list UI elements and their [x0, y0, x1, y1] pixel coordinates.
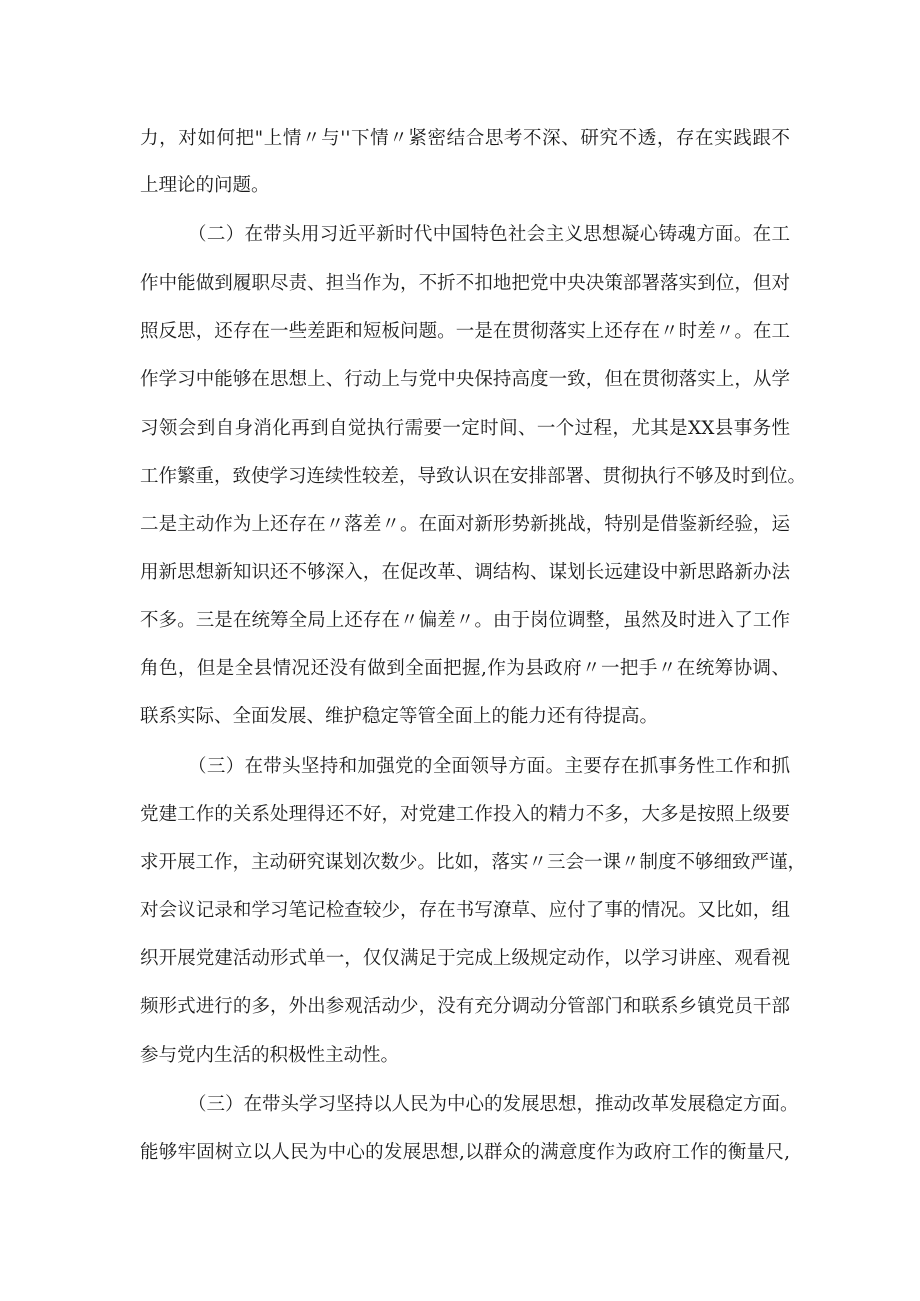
- text-line: 用新思想新知识还不够深入，在促改革、调结构、谋划长远建设中新思路新办法: [140, 562, 790, 583]
- text-line: 求开展工作，主动研究谋划次数少。比如，落实〃三会一课〃制度不够细致严谨，: [140, 852, 807, 873]
- text-line: 角色，但是全县情况还没有做到全面把握,作为县政府〃一把手〃在统筹协调、: [140, 658, 790, 679]
- text-line: 参与党内生活的积极性主动性。: [140, 1045, 400, 1066]
- text-line: 对会议记录和学习笔记检查较少，存在书写潦草、应付了事的情况。又比如，组: [140, 900, 790, 921]
- text-line: 织开展党建活动形式单一，仅仅满足于完成上级规定动作，以学习讲座、观看视: [140, 948, 790, 969]
- text-line: 上理论的问题。: [140, 175, 270, 196]
- text-line: 不多。三是在统筹全局上还存在〃偏差〃。由于岗位调整，虽然及时进入了工作: [140, 610, 790, 631]
- text-line: 照反思，还存在一些差距和短板问题。一是在贯彻落实上还存在〃时差〃。在工: [140, 321, 790, 342]
- text-line: 能够牢固树立以人民为中心的发展思想,以群众的满意度作为政府工作的衡量尺,: [140, 1142, 790, 1163]
- text-line: 二是主动作为上还存在〃落差〃。在面对新形势新挑战，特别是借鉴新经验，运: [140, 514, 790, 535]
- text-line: 力，对如何把"上情〃与''下情〃紧密结合思考不深、研究不透，存在实践跟不: [140, 128, 790, 149]
- text-line: 作中能做到履职尽责、担当作为，不折不扣地把党中央决策部署落实到位，但对: [140, 273, 790, 294]
- paragraph-heading-line: （三）在带头学习坚持以人民为中心的发展思想，推动改革发展稳定方面。: [188, 1094, 799, 1115]
- paragraph-heading-line: （三）在带头坚持和加强党的全面领导方面。主要存在抓事务性工作和抓: [188, 756, 790, 777]
- paragraph-heading-line: （二）在带头用习近平新时代中国特色社会主义思想凝心铸魂方面。在工: [188, 224, 790, 245]
- text-line: 工作繁重，致使学习连续性较差，导致认识在安排部署、贯彻执行不够及时到位。: [140, 466, 807, 487]
- text-line: 习领会到自身消化再到自觉执行需要一定时间、一个过程，尤其是XX县事务性: [140, 418, 790, 439]
- text-line: 频形式进行的多，外出参观活动少，没有充分调动分管部门和联系乡镇党员干部: [140, 996, 790, 1017]
- text-line: 作学习中能够在思想上、行动上与党中央保持高度一致，但在贯彻落实上，从学: [140, 369, 790, 390]
- text-line: 联系实际、全面发展、维护稳定等管全面上的能力还有待提高。: [140, 706, 659, 727]
- text-line: 党建工作的关系处理得还不好，对党建工作投入的精力不多，大多是按照上级要: [140, 804, 790, 825]
